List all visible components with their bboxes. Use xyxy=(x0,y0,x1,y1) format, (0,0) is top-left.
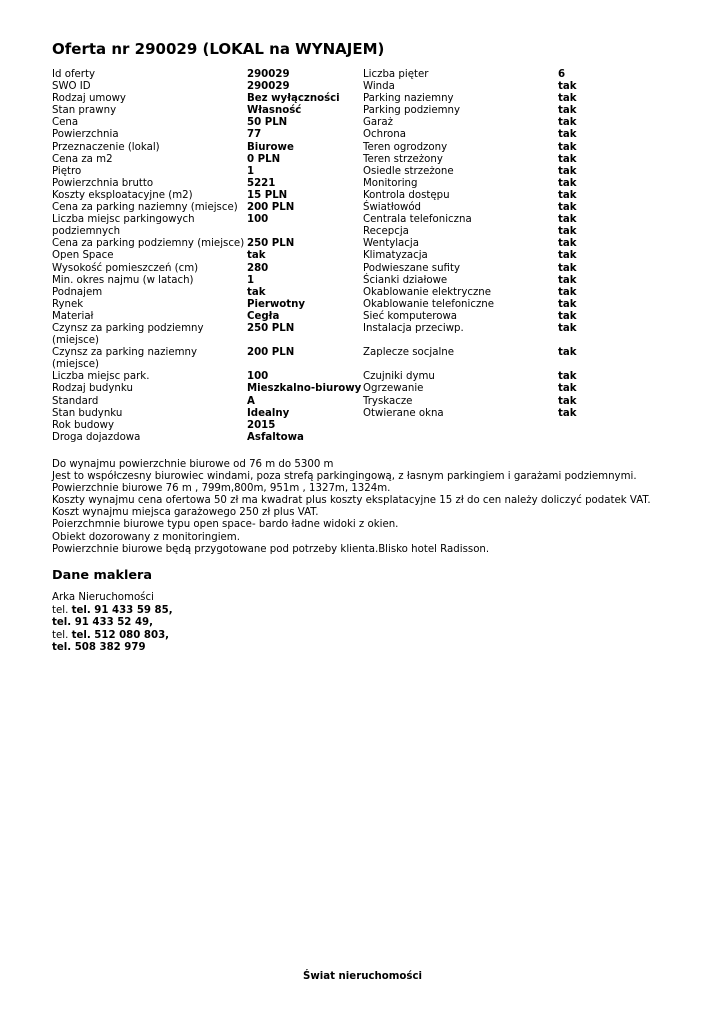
description-line: Koszty wynajmu cena ofertowa 50 zł ma kwadrat plus koszty eksplatacyjne 15 zł do cen należy doliczyć podatek VAT. xyxy=(52,495,651,507)
property-row xyxy=(52,93,577,105)
property-label: Cena za m2 xyxy=(52,153,113,165)
feature-label: Wentylacja xyxy=(363,238,419,250)
feature-label: Osiedle strzeżone xyxy=(363,165,454,177)
broker-phone-2[interactable]: tel. 91 433 52 49, xyxy=(52,617,153,629)
broker-phone-3[interactable]: tel. 512 080 803, xyxy=(71,629,170,641)
property-value: 100 xyxy=(247,371,269,383)
feature-label: Teren ogrodzony xyxy=(363,141,448,153)
property-value: tak xyxy=(247,250,266,262)
property-value: Asfaltowa xyxy=(247,431,304,443)
feature-value: tak xyxy=(558,81,577,93)
feature-value: tak xyxy=(558,322,577,334)
property-value: 5221 xyxy=(247,177,276,189)
property-row xyxy=(52,371,577,383)
property-label: Standard xyxy=(52,395,99,407)
property-row xyxy=(52,408,577,420)
tel-prefix: tel. xyxy=(52,629,69,641)
property-value: 1 xyxy=(247,274,255,286)
description-line: Powierzchnie biurowe będą przygotowane pod potrzeby klienta.Blisko hotel Radisson. xyxy=(52,543,490,555)
property-row xyxy=(52,105,577,117)
feature-label: Garaż xyxy=(363,117,393,129)
feature-value: tak xyxy=(558,117,577,129)
feature-label: Okablowanie telefoniczne xyxy=(363,298,495,310)
description-line: Jest to współczesny biurowiec windami, poza strefą parkingingową, z łasnym parkingiem i garażami podziemnymi. xyxy=(52,471,637,483)
property-label: SWO ID xyxy=(52,81,91,93)
feature-value: tak xyxy=(558,129,577,141)
property-value: Własność xyxy=(247,105,302,117)
property-row xyxy=(52,69,577,81)
properties-table xyxy=(52,69,577,444)
feature-label: Podwieszane sufity xyxy=(363,262,460,274)
feature-value: tak xyxy=(558,286,577,298)
property-label: Cena xyxy=(52,117,79,129)
property-row xyxy=(52,129,577,141)
property-value: 250 PLN xyxy=(247,322,295,334)
feature-label: Kontrola dostępu xyxy=(363,189,450,201)
property-row xyxy=(52,311,577,323)
feature-value: 6 xyxy=(558,69,566,80)
property-row xyxy=(52,166,577,178)
property-row xyxy=(52,178,577,190)
feature-value: tak xyxy=(558,105,577,117)
feature-label: Okablowanie elektryczne xyxy=(363,286,492,298)
property-label: Przeznaczenie (lokal) xyxy=(52,141,160,153)
description xyxy=(52,459,682,556)
property-label: Stan prawny xyxy=(52,105,117,117)
feature-label: Instalacja przeciwp. xyxy=(363,322,464,334)
property-value: 200 PLN xyxy=(247,347,295,359)
description-line: Poierzchmnie biurowe typu open space- bardo ładne widoki z okien. xyxy=(52,519,399,531)
property-label: Rok budowy xyxy=(52,419,114,431)
property-row xyxy=(52,396,577,408)
property-value: 290029 xyxy=(247,81,290,93)
feature-label: Ścianki działowe xyxy=(363,274,448,286)
feature-value xyxy=(558,420,577,432)
feature-value: tak xyxy=(558,262,577,274)
feature-label: Ochrona xyxy=(363,129,406,141)
property-row xyxy=(52,214,577,238)
property-row xyxy=(52,323,577,347)
property-value: 2015 xyxy=(247,419,276,431)
feature-value: tak xyxy=(558,177,577,189)
feature-label: Monitoring xyxy=(363,177,418,189)
property-row xyxy=(52,383,577,395)
property-value: 77 xyxy=(247,129,262,141)
feature-value: tak tak xyxy=(558,214,577,238)
feature-label xyxy=(363,432,558,444)
property-value: Mieszkalno-biurowy xyxy=(247,383,362,395)
page-title: Oferta nr 290029 (LOKAL na WYNAJEM) xyxy=(52,40,385,58)
feature-label: Otwierane okna xyxy=(363,407,444,419)
description-line: Obiekt dozorowany z monitoringiem. xyxy=(52,531,240,543)
property-label: Powierzchnia xyxy=(52,129,119,141)
property-value: Idealny xyxy=(247,407,290,419)
feature-value: tak xyxy=(558,298,577,310)
property-row xyxy=(52,347,577,371)
broker-heading: Dane maklera xyxy=(52,568,152,583)
property-value: tak xyxy=(247,286,266,298)
feature-value: tak xyxy=(558,383,577,395)
feature-value: tak xyxy=(558,153,577,165)
property-label: Rynek xyxy=(52,298,84,310)
property-label: Id oferty xyxy=(52,69,96,80)
feature-label: Centrala telefoniczna Recepcja xyxy=(363,214,472,238)
feature-label: Parking podziemny xyxy=(363,105,461,117)
feature-value: tak xyxy=(558,250,577,262)
feature-label: Liczba pięter xyxy=(363,69,429,80)
description-line: Powierzchnie biurowe 76 m , 799m,800m, 951m , 1327m, 1324m. xyxy=(52,483,391,495)
property-value: 290029 xyxy=(247,69,290,80)
feature-value: tak xyxy=(558,310,577,322)
feature-label: Tryskacze xyxy=(363,395,413,407)
feature-value: tak xyxy=(558,202,577,214)
feature-label: Winda xyxy=(363,81,395,93)
feature-label: Ogrzewanie xyxy=(363,383,424,395)
feature-value: tak xyxy=(558,141,577,153)
property-label: Liczba miejsc park. xyxy=(52,371,150,383)
property-row xyxy=(52,142,577,154)
property-label: Droga dojazdowa xyxy=(52,431,141,443)
feature-label: Czujniki dymu xyxy=(363,371,435,383)
property-row xyxy=(52,238,577,250)
property-row xyxy=(52,117,577,129)
property-label: Min. okres najmu (w latach) xyxy=(52,274,194,286)
feature-value: tak xyxy=(558,347,577,359)
feature-value xyxy=(558,432,577,444)
property-row xyxy=(52,190,577,202)
property-label: Cena za parking podziemny (miejsce) xyxy=(52,238,245,250)
property-row xyxy=(52,154,577,166)
feature-value: tak xyxy=(558,274,577,286)
property-row xyxy=(52,299,577,311)
feature-label: Parking naziemny xyxy=(363,93,454,105)
feature-label xyxy=(363,420,558,432)
property-label: Piętro xyxy=(52,165,82,177)
feature-value: tak xyxy=(558,189,577,201)
property-row xyxy=(52,420,577,432)
description-line: Do wynajmu powierzchnie biurowe od 76 m do 5300 m xyxy=(52,459,334,470)
feature-label: Teren strzeżony xyxy=(363,153,443,165)
feature-value: tak xyxy=(558,371,577,383)
property-row xyxy=(52,202,577,214)
property-label: Podnajem xyxy=(52,286,103,298)
property-label: Wysokość pomieszczeń (cm) xyxy=(52,262,199,274)
property-label: Koszty eksploatacyjne (m2) xyxy=(52,189,193,201)
property-value: 15 PLN xyxy=(247,189,288,201)
property-label: Materiał xyxy=(52,310,94,322)
property-row xyxy=(52,81,577,93)
property-value: Bez wyłączności xyxy=(247,93,340,105)
property-value: 0 PLN xyxy=(247,153,281,165)
feature-label: Sieć komputerowa xyxy=(363,310,458,322)
feature-value: tak xyxy=(558,407,577,419)
feature-value: tak xyxy=(558,395,577,407)
footer-brand: Świat nieruchomości xyxy=(303,971,422,982)
broker-phone-1-line xyxy=(52,605,173,618)
broker-phone-4[interactable]: tel. 508 382 979 xyxy=(52,642,146,654)
property-label: Czynsz za parking naziemny (miejsce) xyxy=(52,347,198,371)
broker-name: Arka Nieruchomości xyxy=(52,592,154,603)
property-row xyxy=(52,263,577,275)
property-label: Rodzaj budynku xyxy=(52,383,133,395)
feature-value: tak xyxy=(558,238,577,250)
property-row xyxy=(52,250,577,262)
tel-prefix: tel. xyxy=(52,604,69,616)
description-line: Koszt wynajmu miejsca garażowego 250 zł plus VAT. xyxy=(52,507,319,519)
property-value: A xyxy=(247,395,255,407)
property-value: 1 xyxy=(247,165,255,177)
property-label: Powierzchnia brutto xyxy=(52,177,154,189)
property-row xyxy=(52,432,577,444)
property-row xyxy=(52,275,577,287)
feature-value: tak xyxy=(558,165,577,177)
property-label: Czynsz za parking podziemny (miejsce) xyxy=(52,322,204,347)
property-value: 50 PLN xyxy=(247,117,288,129)
property-label: Cena za parking naziemny (miejsce) xyxy=(52,202,238,214)
broker-details xyxy=(52,592,173,655)
property-value: Pierwotny xyxy=(247,298,306,310)
property-row xyxy=(52,287,577,299)
property-value: Cegła xyxy=(247,310,280,322)
feature-label: Światłowód xyxy=(363,202,422,214)
feature-label: Zaplecze socjalne xyxy=(363,347,455,359)
broker-phone-1[interactable]: tel. 91 433 59 85, xyxy=(71,604,173,616)
property-value: 200 PLN xyxy=(247,202,295,214)
broker-phone-3-line xyxy=(52,630,173,643)
property-label: Open Space xyxy=(52,250,114,262)
feature-label: Klimatyzacja xyxy=(363,250,428,262)
property-value: 280 xyxy=(247,262,269,274)
property-value: 250 PLN xyxy=(247,238,295,250)
property-label: Liczba miejsc parkingowych podziemnych xyxy=(52,214,195,238)
property-label: Stan budynku xyxy=(52,407,123,419)
feature-value: tak xyxy=(558,93,577,105)
property-label: Rodzaj umowy xyxy=(52,93,126,105)
property-value: 100 xyxy=(247,214,269,226)
property-value: Biurowe xyxy=(247,141,294,153)
